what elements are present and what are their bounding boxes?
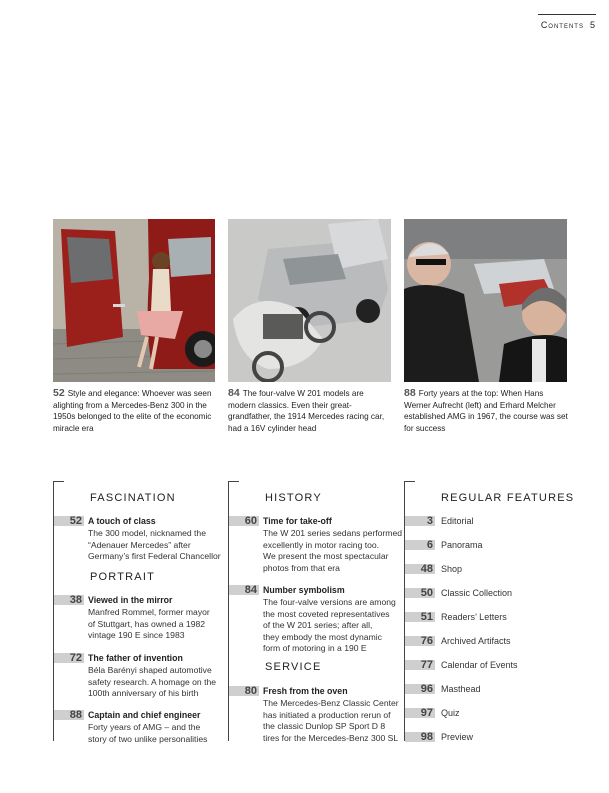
section-heading-history: HISTORY [265, 492, 322, 504]
entry-text: The four-valve versions are among the most coveted representatives of the W 201 series; after all, they embody the most dynamic form of motoring in a 190 E [263, 597, 396, 654]
feature-item-masthead[interactable]: 96 Masthead [405, 682, 595, 696]
caption-text: Forty years at the top: When Hans Werner Aufrecht (left) and Erhard Melcher established AMG in 1967, the course was set for success [404, 389, 568, 433]
entry-page: 88 [69, 709, 82, 721]
entry-title: A touch of class [88, 516, 156, 526]
page-header [538, 14, 596, 30]
caption-text: The four-valve W 201 models are modern classics. Even their great-grandfather, the 1914 Mercedes racing car, had a 16V cylinder head [228, 389, 385, 433]
entry-text: Béla Barényi shaped automotive safety research. A homage on the 100th anniversary of his birth [88, 665, 217, 699]
feature-item-archived-artifacts[interactable]: 76 Archived Artifacts [405, 634, 595, 648]
entry-text: Manfred Rommel, former mayor of Stuttgart, has owned a 1982 vintage 190 E since 1983 [88, 607, 210, 641]
feature-item-readers-letters[interactable]: 51 Readers’ Letters [405, 610, 595, 624]
entry-page: 80 [244, 685, 257, 697]
entry-page: 60 [244, 515, 257, 527]
toc-column-3 [404, 481, 595, 741]
entry-text: The 300 model, nicknamed the “Adenauer Mercedes” after Germany’s first Federal Chancellor [88, 528, 221, 562]
caption-2 [228, 388, 393, 434]
caption-page-number: 52 [53, 387, 65, 399]
toc-column-1 [53, 481, 224, 744]
section-heading-service: SERVICE [265, 661, 322, 673]
toc-column-2 [228, 481, 402, 743]
section-heading-fascination: FASCINATION [90, 492, 176, 504]
entry-title: Viewed in the mirror [88, 595, 173, 605]
caption-1 [53, 388, 218, 434]
feature-item-preview[interactable]: 98 Preview [405, 730, 595, 744]
entry-page: 52 [69, 515, 82, 527]
entry-text: The W 201 series sedans performed excellently in motor racing too. We present the most spectacular photos from that era [263, 528, 402, 573]
entry-text: The Mercedes-Benz Classic Center has initiated a production rerun of the classic Dunlop SP Sport D 8 tires for the Mercedes-Benz 300 SL [263, 698, 399, 743]
entry-title: Captain and chief engineer [88, 710, 201, 720]
entry-title: Number symbolism [263, 585, 345, 595]
feature-item-editorial[interactable]: 3 Editorial [405, 514, 595, 528]
feature-item-quiz[interactable]: 97 Quiz [405, 706, 595, 720]
section-heading-portrait: PORTRAIT [90, 571, 156, 583]
section-heading-regular-features: REGULAR FEATURES [441, 492, 575, 504]
caption-3 [404, 388, 569, 434]
entry-page: 38 [69, 594, 82, 606]
caption-text: Style and elegance: Whoever was seen alighting from a Mercedes-Benz 300 in the 1950s belonged to the elite of the economic miracle era [53, 389, 212, 433]
caption-page-number: 84 [228, 387, 240, 399]
entry-page: 84 [244, 584, 257, 596]
feature-item-shop[interactable]: 48 Shop [405, 562, 595, 576]
caption-page-number: 88 [404, 387, 416, 399]
feature-item-classic-collection[interactable]: 50 Classic Collection [405, 586, 595, 600]
photo-amg-founders [404, 219, 567, 382]
feature-item-calendar-of-events[interactable]: 77 Calendar of Events [405, 658, 595, 672]
photo-mercedes-300 [53, 219, 215, 382]
feature-item-panorama[interactable]: 6 Panorama [405, 538, 595, 552]
photo-w201-racing-car [228, 219, 391, 382]
section-label: Contents [540, 20, 584, 30]
entry-title: Time for take-off [263, 516, 332, 526]
entry-page: 72 [69, 652, 82, 664]
entry-title: Fresh from the oven [263, 686, 348, 696]
entry-title: The father of invention [88, 653, 183, 663]
page-number: 5 [589, 20, 596, 30]
entry-text: Forty years of AMG – and the story of two unlike personalities [88, 722, 208, 744]
